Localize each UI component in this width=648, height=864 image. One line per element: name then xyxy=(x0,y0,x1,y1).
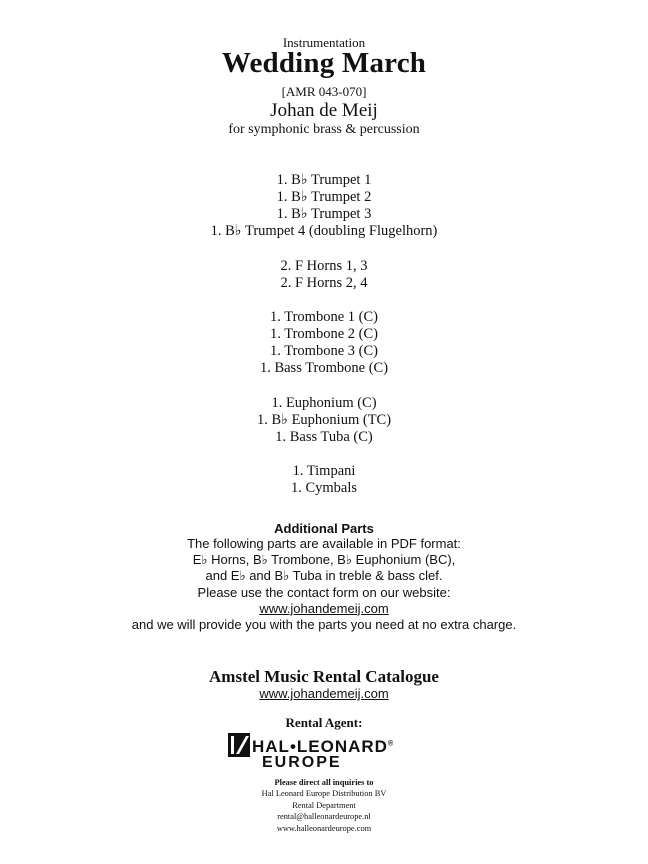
instrument-line: 1. B♭ Trumpet 2 xyxy=(276,189,372,205)
inquiries-company: Hal Leonard Europe Distribution BV xyxy=(261,789,387,799)
instrument-line: 1. Timpani xyxy=(292,463,356,479)
instrument-line: 1. B♭ Trumpet 1 xyxy=(276,172,372,188)
composer-name: Johan de Meij xyxy=(270,100,378,121)
instrument-line: 1. Trombone 2 (C) xyxy=(270,326,378,342)
logo-subname: EUROPE xyxy=(262,754,342,771)
percussion-group xyxy=(0,463,648,497)
additional-text: and we will provide you with the parts you need at no extra charge. xyxy=(131,617,517,633)
additional-text: Please use the contact form on our website: xyxy=(197,584,451,600)
instrument-line: 2. F Horns 1, 3 xyxy=(280,257,368,274)
logo-name: HAL•LEONARD xyxy=(252,737,388,756)
additional-text: E♭ Horns, B♭ Trombone, B♭ Euphonium (BC), xyxy=(192,552,456,568)
inquiries-heading: Please direct all inquiries to xyxy=(274,778,374,787)
subtitle: for symphonic brass & percussion xyxy=(228,122,420,137)
instrument-line: 1. Euphonium (C) xyxy=(271,394,377,411)
inquiries-section xyxy=(0,777,648,834)
instrument-line: 2. F Horns 2, 4 xyxy=(280,274,368,291)
inquiries-website[interactable]: www.halleonardeurope.com xyxy=(276,823,372,833)
instrument-line: 1. Trombone 3 (C) xyxy=(270,343,378,359)
inquiries-email[interactable]: rental@halleonardeurope.nl xyxy=(277,812,371,822)
instrument-line: 1. Bass Trombone (C) xyxy=(259,360,389,376)
trumpet-group xyxy=(0,172,648,240)
rental-agent-label: Rental Agent: xyxy=(285,715,363,730)
instrument-line: 1. Bass Tuba (C) xyxy=(275,428,373,445)
keyboard-icon xyxy=(228,733,250,757)
instrument-line: 1. B♭ Trumpet 4 (doubling Flugelhorn) xyxy=(210,223,438,239)
catalogue-link[interactable]: www.johandemeij.com xyxy=(259,686,389,701)
page-title: Wedding March xyxy=(221,47,427,79)
hal-leonard-logo xyxy=(228,731,418,773)
instrumentation-label: Instrumentation xyxy=(282,35,366,50)
instrument-line: 1. Trombone 1 (C) xyxy=(270,309,378,325)
inquiries-department: Rental Department xyxy=(292,800,356,810)
website-link[interactable]: www.johandemeij.com xyxy=(259,600,389,616)
instrument-line: 1. B♭ Trumpet 3 xyxy=(276,206,372,222)
registered-mark: ® xyxy=(387,740,395,748)
additional-text: The following parts are available in PDF format: xyxy=(187,536,461,551)
additional-parts-section xyxy=(0,521,648,633)
instrument-line: 1. B♭ Euphonium (TC) xyxy=(256,411,392,428)
instrumentation-list xyxy=(0,172,648,515)
catalog-number: [AMR 043-070] xyxy=(281,84,367,99)
instrument-line: 1. Cymbals xyxy=(290,480,358,496)
catalogue-title: Amstel Music Rental Catalogue xyxy=(209,667,439,686)
additional-text: and E♭ and B♭ Tuba in treble & bass clef. xyxy=(205,568,443,584)
trombone-group xyxy=(0,309,648,377)
low-brass-group xyxy=(0,395,648,446)
additional-parts-heading: Additional Parts xyxy=(274,521,374,536)
horn-group xyxy=(0,258,648,292)
